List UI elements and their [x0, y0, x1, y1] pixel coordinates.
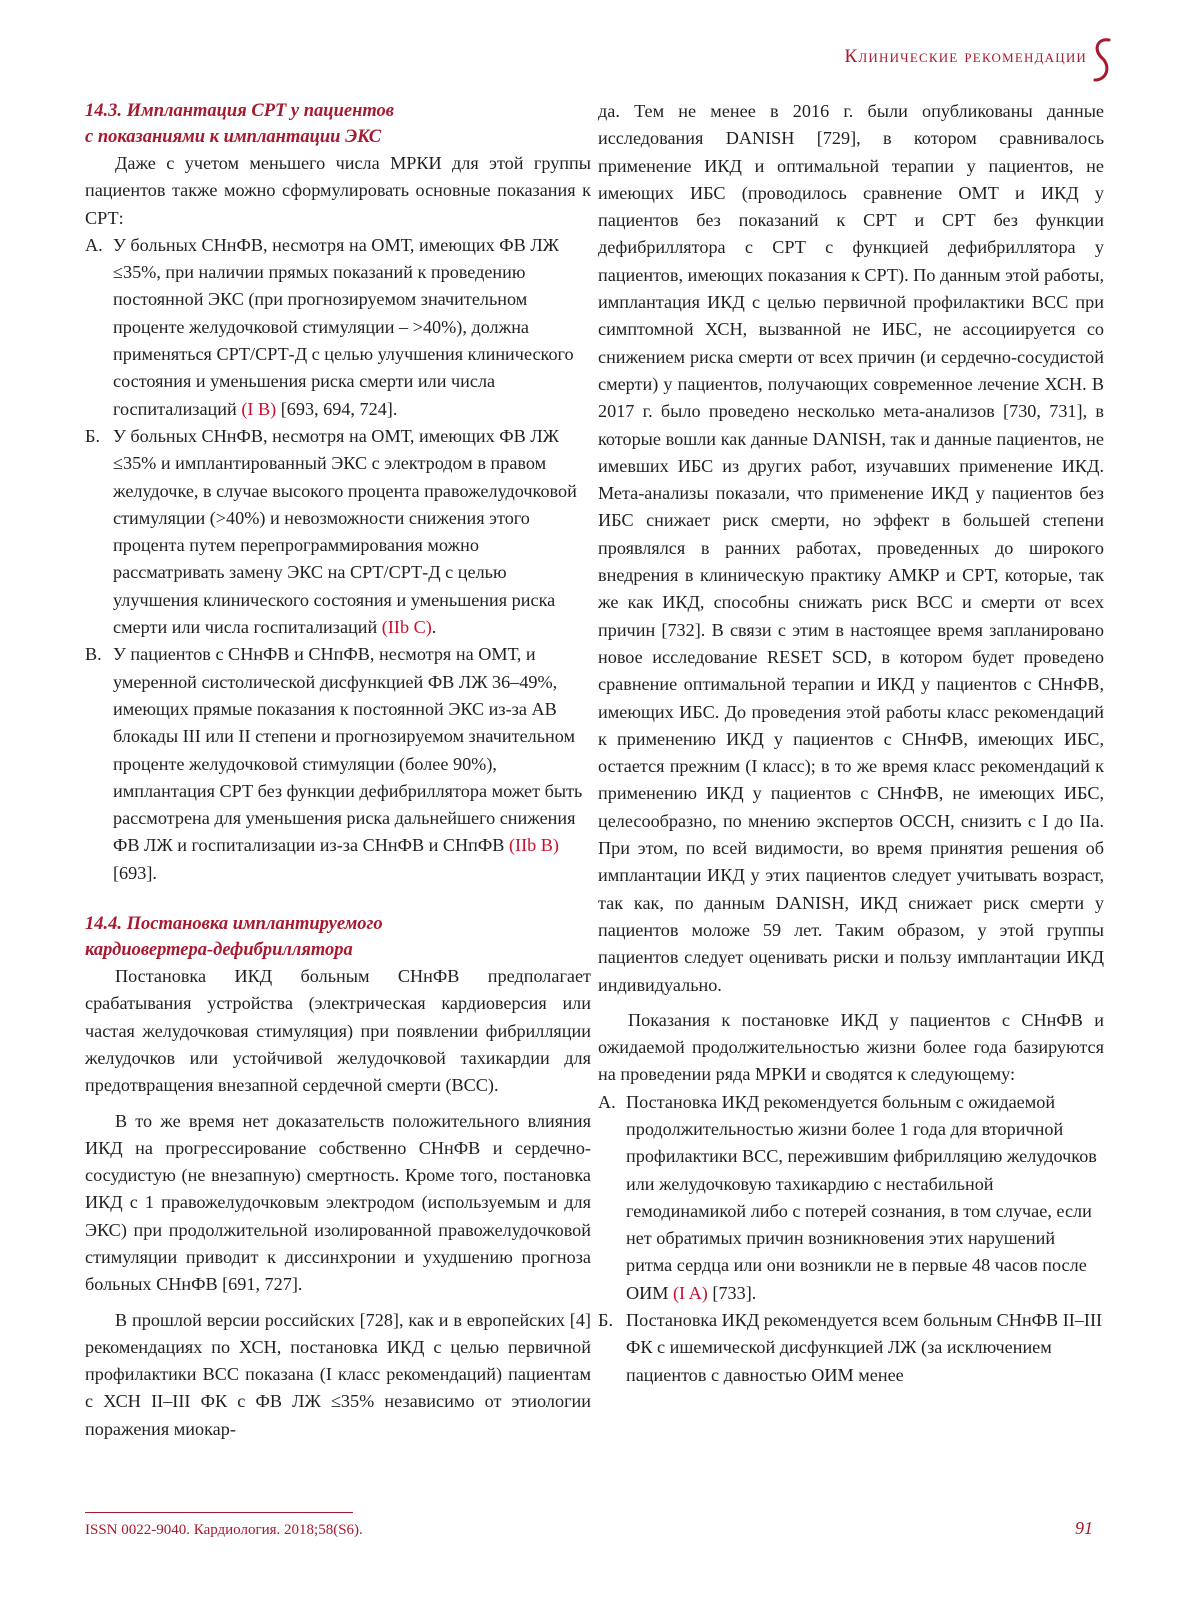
list-item-text: Постановка ИКД рекомендуется больным с ожидаемой продолжительностью жизни более 1 года для вторичной профилактики ВСС, пережившим фибрилляцию желудочков или желудочковую тахикардию с нестабильной гемодинамикой либо с потерей сознания, в том случае, если нет обратимых причин возникновения этих нарушений ритма сердца или они возникли не в первые 48 часов после ОИМ (I A) [733]. — [626, 1091, 1097, 1303]
list-item-text: У пациентов с СНнФВ и СНпФВ, несмотря на ОМТ, и умеренной систолической дисфункцией ФВ ЛЖ 36–49%, имеющих прямые показания к постоянной ЭКС из-за АВ блокады III или II степени и прогнозируемом значительном проценте желудочковой стимуляции (более 90%), имплантация СРТ без функции дефибриллятора может быть рассмотрена для уменьшения риска дальнейшего снижения ФВ ЛЖ и госпитализации из-за СНнФВ и СНпФВ (IIb B) [693]. — [113, 644, 583, 883]
recommendation-class: (IIb B) — [508, 835, 559, 856]
journal-logo-icon — [1089, 36, 1115, 84]
section-heading-14-3 — [85, 98, 591, 150]
list-item-label: А. — [598, 1091, 616, 1112]
list-item — [85, 423, 591, 641]
list-item — [598, 1089, 1104, 1307]
heading-line: 14.4. Постановка имплантируемого — [85, 914, 383, 935]
body-paragraph: Показания к постановке ИКД у пациентов с СНнФВ и ожидаемой продолжительностью жизни более года базируются на проведении ряда МРКИ и сводятся к следующему: — [598, 1009, 1104, 1085]
heading-line: 14.3. Имплантация СРТ у пациентов — [85, 101, 395, 121]
body-paragraph: В то же время нет доказательств положительного влияния ИКД на прогрессирование собственно СНнФВ и сердечно-сосудистую (не внезапную) смертность. Кроме того, постановка ИКД с 1 правожелудочковым электродом (используемым и для ЭКС) при продолжительной изолированной правожелудочковой стимуляции приводит к диссинхронии и ухудшению прогноза больных СНнФВ [691, 727]. — [85, 1110, 591, 1295]
list-item-label: Б. — [598, 1310, 613, 1331]
page-number: 91 — [1075, 1518, 1093, 1538]
heading-line: с показаниями к имплантации ЭКС — [85, 127, 382, 147]
recommendation-class: (I A) — [673, 1282, 708, 1303]
body-paragraph: да. Тем не менее в 2016 г. были опубликованы данные исследования DANISH [729], в котором сравнивалось применение ИКД и оптимальной терапии у пациентов, не имеющих ИБС (проводилось сравнение ОМТ и ИКД у пациентов без показаний к СРТ и СРТ без функции дефибриллятора с СРТ с функцией дефибриллятора у пациентов, имеющих показания к СРТ). По данным этой работы, имплантация ИКД с целью первичной профилактики ВСС при симптомной ХСН, вызванной не ИБС, не ассоциируется со снижением риска смерти от всех причин (и сердечно-сосудистой смерти) у пациентов, получающих современное лечение ХСН. В 2017 г. было проведено несколько мета-анализов [730, 731], в которые вошли как данные DANISH, так и данные пациентов, не имевших ИБС из других работ, изучавших применение ИКД. Мета-анализы показали, что применение ИКД у пациентов без ИБС снижает риск смерти, но эффект в большей степени проявлялся в ранних работах, проведенных до широкого внедрения в клиническую практику АМКР и СРТ, которые, так же как ИКД, способны снижать риск ВСС и смерти от всех причин [732]. В связи с этим в настоящее время запланировано новое исследование RESET SCD, в котором будет проведено сравнение оптимальной терапии и ИКД у пациентов с СНнФВ, имеющих ИБС. До проведения этой работы класс рекомендаций к применению ИКД у пациентов с СНнФВ, имеющих ИБС, остается прежним (I класс); в то же время класс рекомендаций к применению ИКД у пациентов с СНнФВ, не имеющих ИБС, целесообразно, по мнению экспертов ОССН, снизить с I до IIa. При этом, по всей видимости, во время принятия решения об имплантации ИКД у этих пациентов следует учитывать возраст, так как, по данным DANISH, ИКД снижает риск смерти у пациентов моложе 59 лет. Таким образом, у этой группы пациентов следует оценивать риски и пользу имплантации ИКД индивидуально. — [598, 101, 1104, 995]
list-item-text: У больных СНнФВ, несмотря на ОМТ, имеющих ФВ ЛЖ ≤35%, при наличии прямых показаний к проведению постоянной ЭКС (при прогнозируемом значительном проценте желудочковой стимуляции – >40%), должна применяться СРТ/СРТ-Д с целью улучшения клинического состояния и уменьшения риска смерти или числа госпитализаций (I B) [693, 694, 724]. — [113, 234, 574, 419]
heading-line: кардиовертера-дефибриллятора — [85, 940, 353, 961]
list-item — [85, 641, 591, 887]
footer-divider — [85, 1512, 353, 1513]
list-item-label: А. — [85, 234, 103, 255]
list-item — [598, 1307, 1104, 1389]
body-paragraph: В прошлой версии российских [728], как и в европейских [4] рекомендациях по ХСН, постановка ИКД с целью первичной профилактики ВСС показана (I класс рекомендаций) пациентам с ХСН II–III ФК с ФВ ЛЖ ≤35% независимо от этиологии поражения миокар- — [85, 1309, 591, 1439]
recommendation-class: (IIb C) — [381, 617, 432, 638]
list-item-label: В. — [85, 644, 102, 665]
list-item-text: У больных СНнФВ, несмотря на ОМТ, имеющих ФВ ЛЖ ≤35% и имплантированный ЭКС с электродом в правом желудочке, в случае высокого процента правожелудочковой стимуляции (>40%) и невозможности снижения этого процента путем перепрограммирования можно рассматривать замену ЭКС на СРТ/СРТ-Д с целью улучшения клинического состояния и уменьшения риска смерти или числа госпитализаций (IIb C). — [113, 425, 577, 638]
right-column — [598, 98, 1104, 1389]
section-heading-14-4 — [85, 911, 591, 963]
footer-citation: ISSN 0022-9040. Кардиология. 2018;58(S6). — [85, 1522, 363, 1538]
body-paragraph: Постановка ИКД больным СНнФВ предполагает срабатывания устройства (электрическая кардиоверсия или частая желудочковая стимуляция) при появлении фибрилляции желудочков или устойчивой желудочковой тахикардии для предотвращения внезапной сердечной смерти (ВСС). — [85, 966, 591, 1096]
intro-paragraph: Даже с учетом меньшего числа МРКИ для этой группы пациентов также можно сформулировать основные показания к СРТ: — [85, 153, 591, 228]
list-item-text: Постановка ИКД рекомендуется всем больным СНнФВ II–III ФК с ишемической дисфункцией ЛЖ (за исключением пациентов с давностью ОИМ менее — [626, 1310, 1103, 1385]
recommendation-class: (I B) — [241, 398, 277, 419]
list-item-label: Б. — [85, 425, 100, 446]
list-item — [85, 232, 591, 423]
left-column — [85, 98, 591, 1443]
running-header: Клинические рекомендации — [844, 46, 1087, 67]
